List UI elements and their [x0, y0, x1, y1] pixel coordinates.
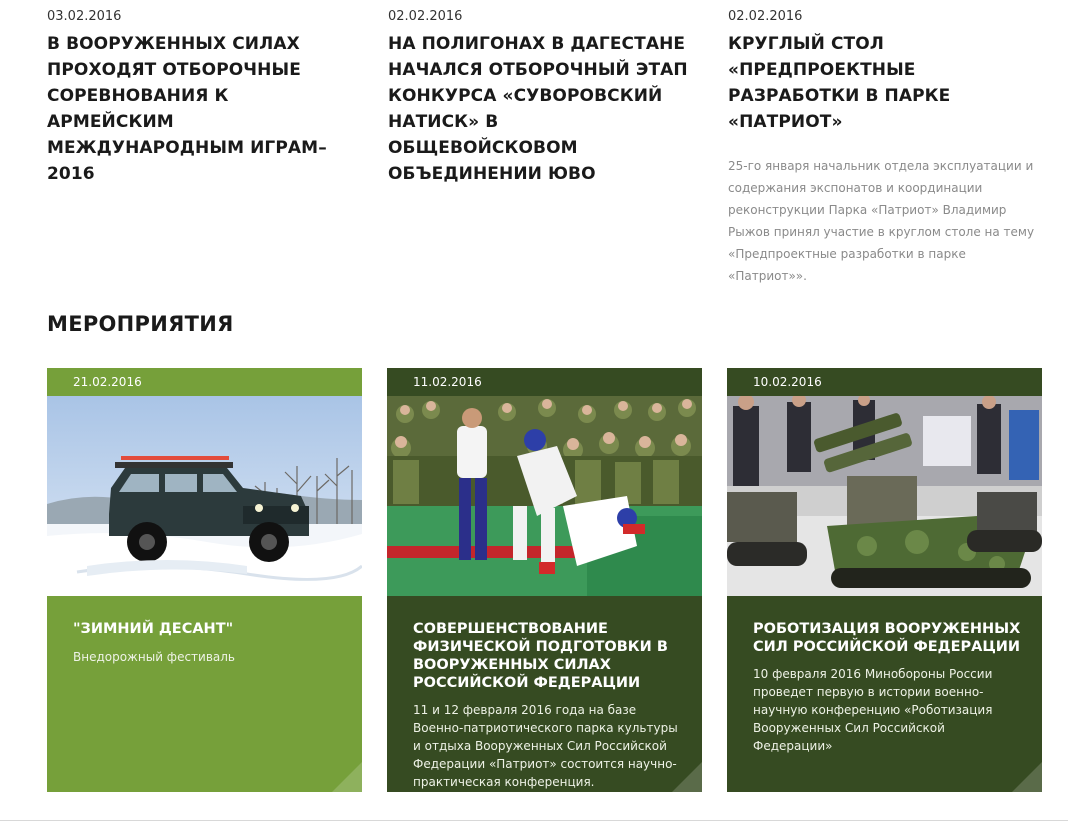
card-corner-fold [672, 762, 702, 792]
news-title-link[interactable]: В ВООРУЖЕННЫХ СИЛАХ ПРОХОДЯТ ОТБОРОЧНЫЕ СОРЕВНОВАНИЯ К АРМЕЙСКИМ МЕЖДУНАРОДНЫМ ИГРАМ–2016 [47, 34, 327, 184]
winter-suv-photo [47, 396, 362, 596]
martial-arts-photo-icon [387, 396, 702, 596]
military-robots-photo [727, 396, 1042, 596]
event-description: 10 февраля 2016 Минобороны России проведет первую в истории военно-научную конференцию «Роботизация Вооруженных Сил Российской Федерации» [753, 667, 993, 753]
martial-arts-photo [387, 396, 702, 596]
news-date: 02.02.2016 [388, 9, 463, 24]
event-description: 11 и 12 февраля 2016 года на базе Военно-патриотического парка культуры и отдыха Вооруженных Сил Российской Федерации «Патриот» состоится научно-практическая конференция. [413, 703, 678, 789]
event-title[interactable]: СОВЕРШЕНСТВОВАНИЕ ФИЗИЧЕСКОЙ ПОДГОТОВКИ В ВООРУЖЕННЫХ СИЛАХ РОССИЙСКОЙ ФЕДЕРАЦИИ [413, 621, 668, 691]
event-description: Внедорожный фестиваль [73, 650, 235, 664]
news-title-link[interactable]: КРУГЛЫЙ СТОЛ «ПРЕДПРОЕКТНЫЕ РАЗРАБОТКИ В ПАРКЕ «ПАТРИОТ» [728, 34, 951, 132]
news-date: 02.02.2016 [728, 9, 803, 24]
news-title-link[interactable]: НА ПОЛИГОНАХ В ДАГЕСТАНЕ НАЧАЛСЯ ОТБОРОЧНЫЙ ЭТАП КОНКУРСА «СУВОРОВСКИЙ НАТИСК» В ОБЩЕВОЙСКОВОМ ОБЪЕДИНЕНИИ ЮВО [388, 34, 688, 184]
event-body [47, 596, 362, 666]
bottom-divider [0, 820, 1068, 821]
event-card-winter-landing[interactable] [47, 368, 362, 792]
event-title[interactable]: РОБОТИЗАЦИЯ ВООРУЖЕННЫХ СИЛ РОССИЙСКОЙ ФЕДЕРАЦИИ [753, 621, 1021, 655]
event-date: 10.02.2016 [753, 375, 822, 389]
event-title[interactable]: "ЗИМНИЙ ДЕСАНТ" [73, 621, 234, 637]
event-body [727, 596, 1042, 755]
event-card-physical-training[interactable] [387, 368, 702, 792]
card-corner-fold [332, 762, 362, 792]
military-robots-photo-icon [727, 396, 1042, 596]
news-list [47, 8, 1042, 283]
news-date: 03.02.2016 [47, 9, 122, 24]
event-date: 11.02.2016 [413, 375, 482, 389]
news-item [388, 8, 688, 187]
event-date: 21.02.2016 [73, 375, 142, 389]
event-card-robotization[interactable] [727, 368, 1042, 792]
event-body [387, 596, 702, 791]
news-excerpt: 25-го января начальник отдела эксплуатации и содержания экспонатов и координации реконструкции Парка «Патриот» Владимир Рыжов принял участие в круглом столе на тему «Предпроектные разработки в парке «Патриот»». [728, 159, 1035, 283]
news-item [47, 8, 347, 187]
news-item [728, 8, 1046, 287]
events-section-title: МЕРОПРИЯТИЯ [47, 312, 234, 336]
card-corner-fold [1012, 762, 1042, 792]
winter-suv-photo-icon [47, 396, 362, 596]
